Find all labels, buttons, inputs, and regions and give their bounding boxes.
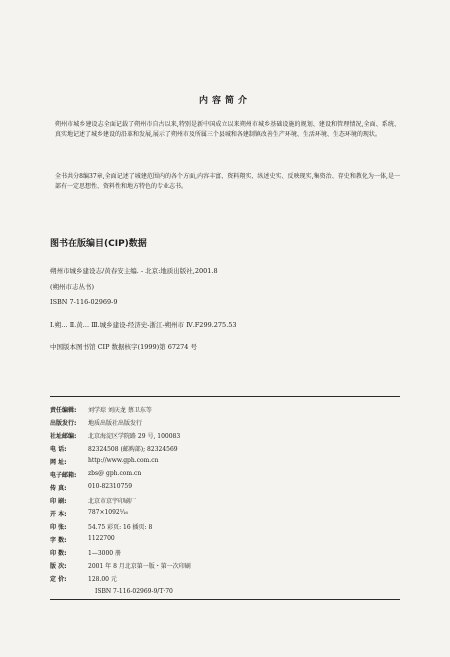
cip-line-2: (朔州市志丛书) [50,283,95,291]
row-value: 1122700 [88,535,115,542]
abstract-paragraph-1: 朔州市城乡建设志全面记载了朔州市自古以来,特别是新中国成立以来朔州市城乡基础设施的规划、建设和管理情况,全面、系统、真实地记述了城乡建设的沿革和发展,展示了朔州市及所属三个县城和各建制镇改善生产环境、生活环境、生态环境的现状。 [55,121,400,139]
row-value: 128.00 元 [88,576,117,583]
row-label: 责任编辑: [50,407,77,414]
cip-line-1: 朔州市城乡建设志/黄春安主编. - 北京:地质出版社,2001.8 [50,267,218,275]
row-label: 网 址: [50,459,67,466]
row-value: 787×1092⅟₁₆ [88,509,128,516]
row-label: 定 价: [50,576,67,583]
row-value: 010-82310759 [88,483,133,490]
row-label: 电子邮箱: [50,472,77,479]
row-label: 传 真: [50,485,67,492]
row-label: 印 刷: [50,498,67,505]
row-value: zbs@ gph.com.cn [88,470,142,477]
row-label: 字 数: [50,537,67,544]
cip-line-4: Ⅰ.朔… Ⅱ.黄… Ⅲ.城乡建设-经济史-浙江-朔州市 Ⅳ.F299.275.53 [50,321,237,329]
row-value: 北京海淀区学院路 29 号, 100083 [88,433,181,440]
cip-line-5: 中国版本图书馆 CIP 数据核字(1999)第 67274 号 [50,343,197,351]
row-value: 1—3000 册 [88,550,121,557]
cip-heading: 图书在版编目(CIP)数据 [50,239,147,249]
row-value: 82324508 (邮购部); 82324569 [88,446,178,453]
bottom-rule [50,599,400,600]
isbn-price-code: ISBN 7-116-02969-9/T·70 [95,588,173,595]
abstract-paragraph-2: 全书共分8编37章,全面记述了城建范围内的各个方面,内容丰富、资料翔实、纵述史实、反映现实,集资治、存史和教化为一体,是一部有一定思想性、资料性和地方特色的专业志书。 [55,173,400,191]
row-label: 版 次: [50,563,67,570]
row-label: 电 话: [50,446,67,453]
row-value: 刘学琮 刘庆龙 蔡卫东等 [88,407,152,414]
row-value: http://www.gph.com.cn [88,457,159,464]
abstract-title: 内容简介 [198,96,251,106]
row-value: 2001 年 8 月北京第一版・第一次印刷 [88,563,191,570]
row-value: 54.75 彩页: 16 插页: 8 [88,524,153,531]
row-label: 开 本: [50,511,67,518]
row-label: 印 张: [50,524,67,531]
row-label: 出版发行: [50,420,77,427]
top-rule [50,396,400,397]
row-value: 北京市京宇印刷厂 [88,498,137,505]
row-value: 地质出版社出版发行 [88,420,143,427]
cip-line-3: ISBN 7-116-02969-9 [50,298,118,306]
row-label: 社址邮编: [50,433,77,440]
row-label: 印 数: [50,550,67,557]
